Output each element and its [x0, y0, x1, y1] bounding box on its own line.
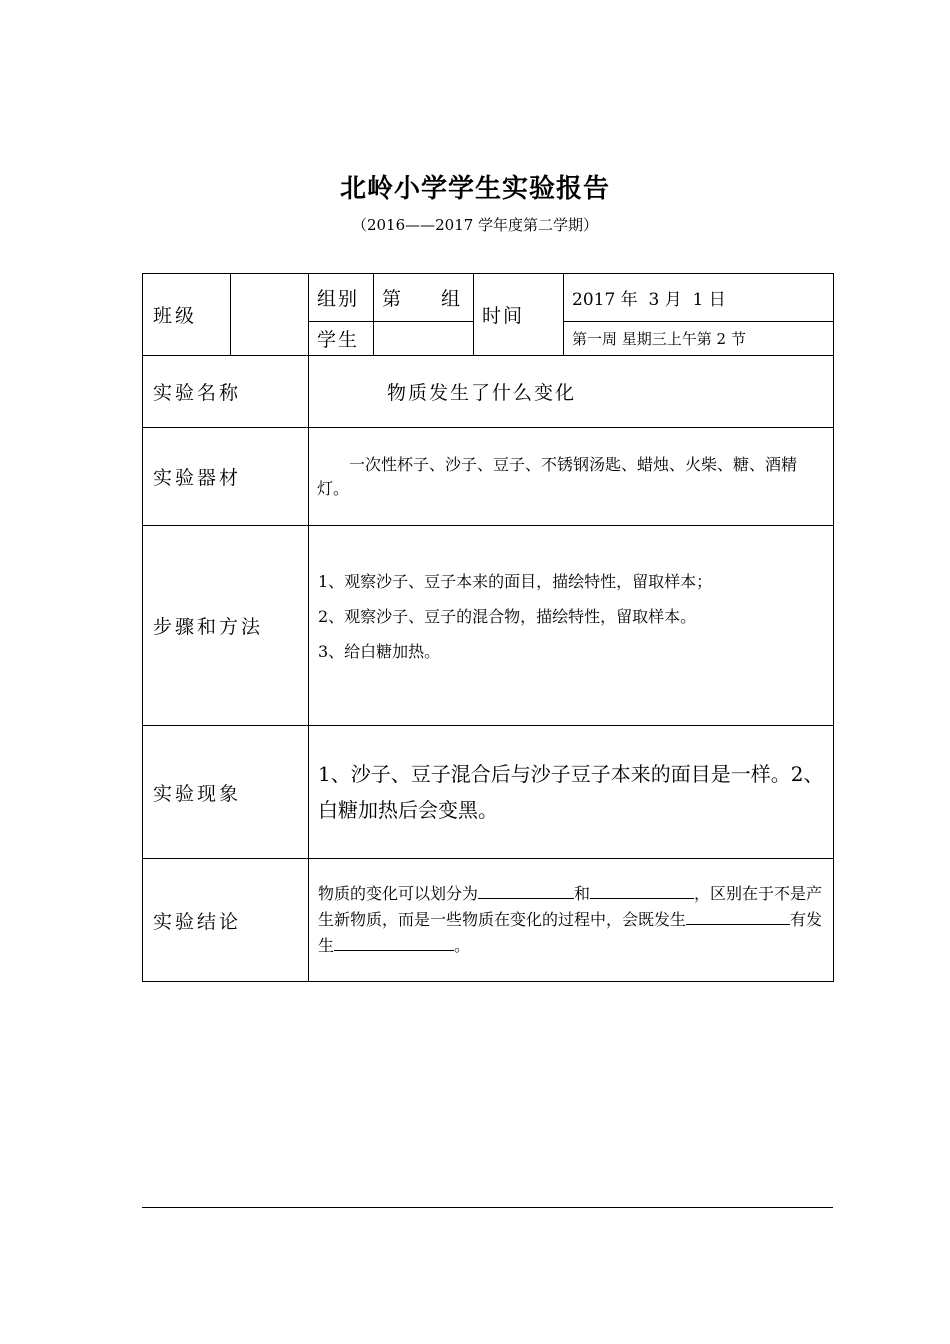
fill-blank[interactable] — [686, 907, 790, 925]
equipment-text: 一次性杯子、沙子、豆子、不锈钢汤匙、蜡烛、火柴、糖、酒精灯。 — [309, 428, 834, 526]
step-item: 2、观察沙子、豆子的混合物，描绘特性，留取样本。 — [318, 607, 697, 626]
footer-rule — [142, 1207, 833, 1208]
conclusion-part: 有发生 — [318, 910, 823, 955]
experiment-name-label: 实验名称 — [143, 356, 309, 428]
conclusion-part: 和 — [574, 884, 591, 903]
student-label: 学生 — [309, 322, 374, 356]
phenomenon-text: 1、沙子、豆子混合后与沙子豆子本来的面目是一样。2、白糖加热后会变黑。 — [309, 726, 834, 859]
group-label: 组别 — [309, 274, 374, 322]
student-value — [374, 322, 474, 356]
fill-blank[interactable] — [478, 881, 574, 899]
conclusion-label: 实验结论 — [143, 859, 309, 982]
class-value — [231, 274, 309, 356]
experiment-name: 物质发生了什么变化 — [309, 356, 834, 428]
group-value — [374, 274, 474, 322]
steps-label: 步骤和方法 — [143, 526, 309, 726]
phenomenon-label: 实验现象 — [143, 726, 309, 859]
conclusion-part: ，区别在于不是产生新物质，而是一些物质在变化的过程中，会既发生 — [318, 884, 823, 929]
time-label: 时间 — [474, 274, 564, 356]
conclusion-part: 。 — [454, 936, 471, 955]
report-subtitle: （2016——2017 学年度第二学期） — [351, 216, 599, 234]
conclusion-part: 物质的变化可以划分为 — [318, 884, 479, 903]
report-title: 北岭小学学生实验报告 — [339, 174, 610, 204]
group-suffix: 组 — [441, 288, 463, 310]
equipment-label: 实验器材 — [143, 428, 309, 526]
conclusion-text — [309, 859, 834, 982]
date-text: 2017 年 3 月 1 日 — [564, 274, 834, 322]
steps-list — [309, 526, 834, 726]
class-label: 班级 — [143, 274, 231, 356]
group-prefix: 第 — [382, 288, 404, 310]
step-item: 1、观察沙子、豆子本来的面目，描绘特性，留取样本； — [318, 572, 713, 591]
fill-blank[interactable] — [590, 881, 694, 899]
period-text: 第一周 星期三上午第 2 节 — [564, 322, 834, 356]
fill-blank[interactable] — [334, 933, 454, 951]
report-table — [142, 273, 834, 982]
step-item: 3、给白糖加热。 — [318, 642, 441, 661]
